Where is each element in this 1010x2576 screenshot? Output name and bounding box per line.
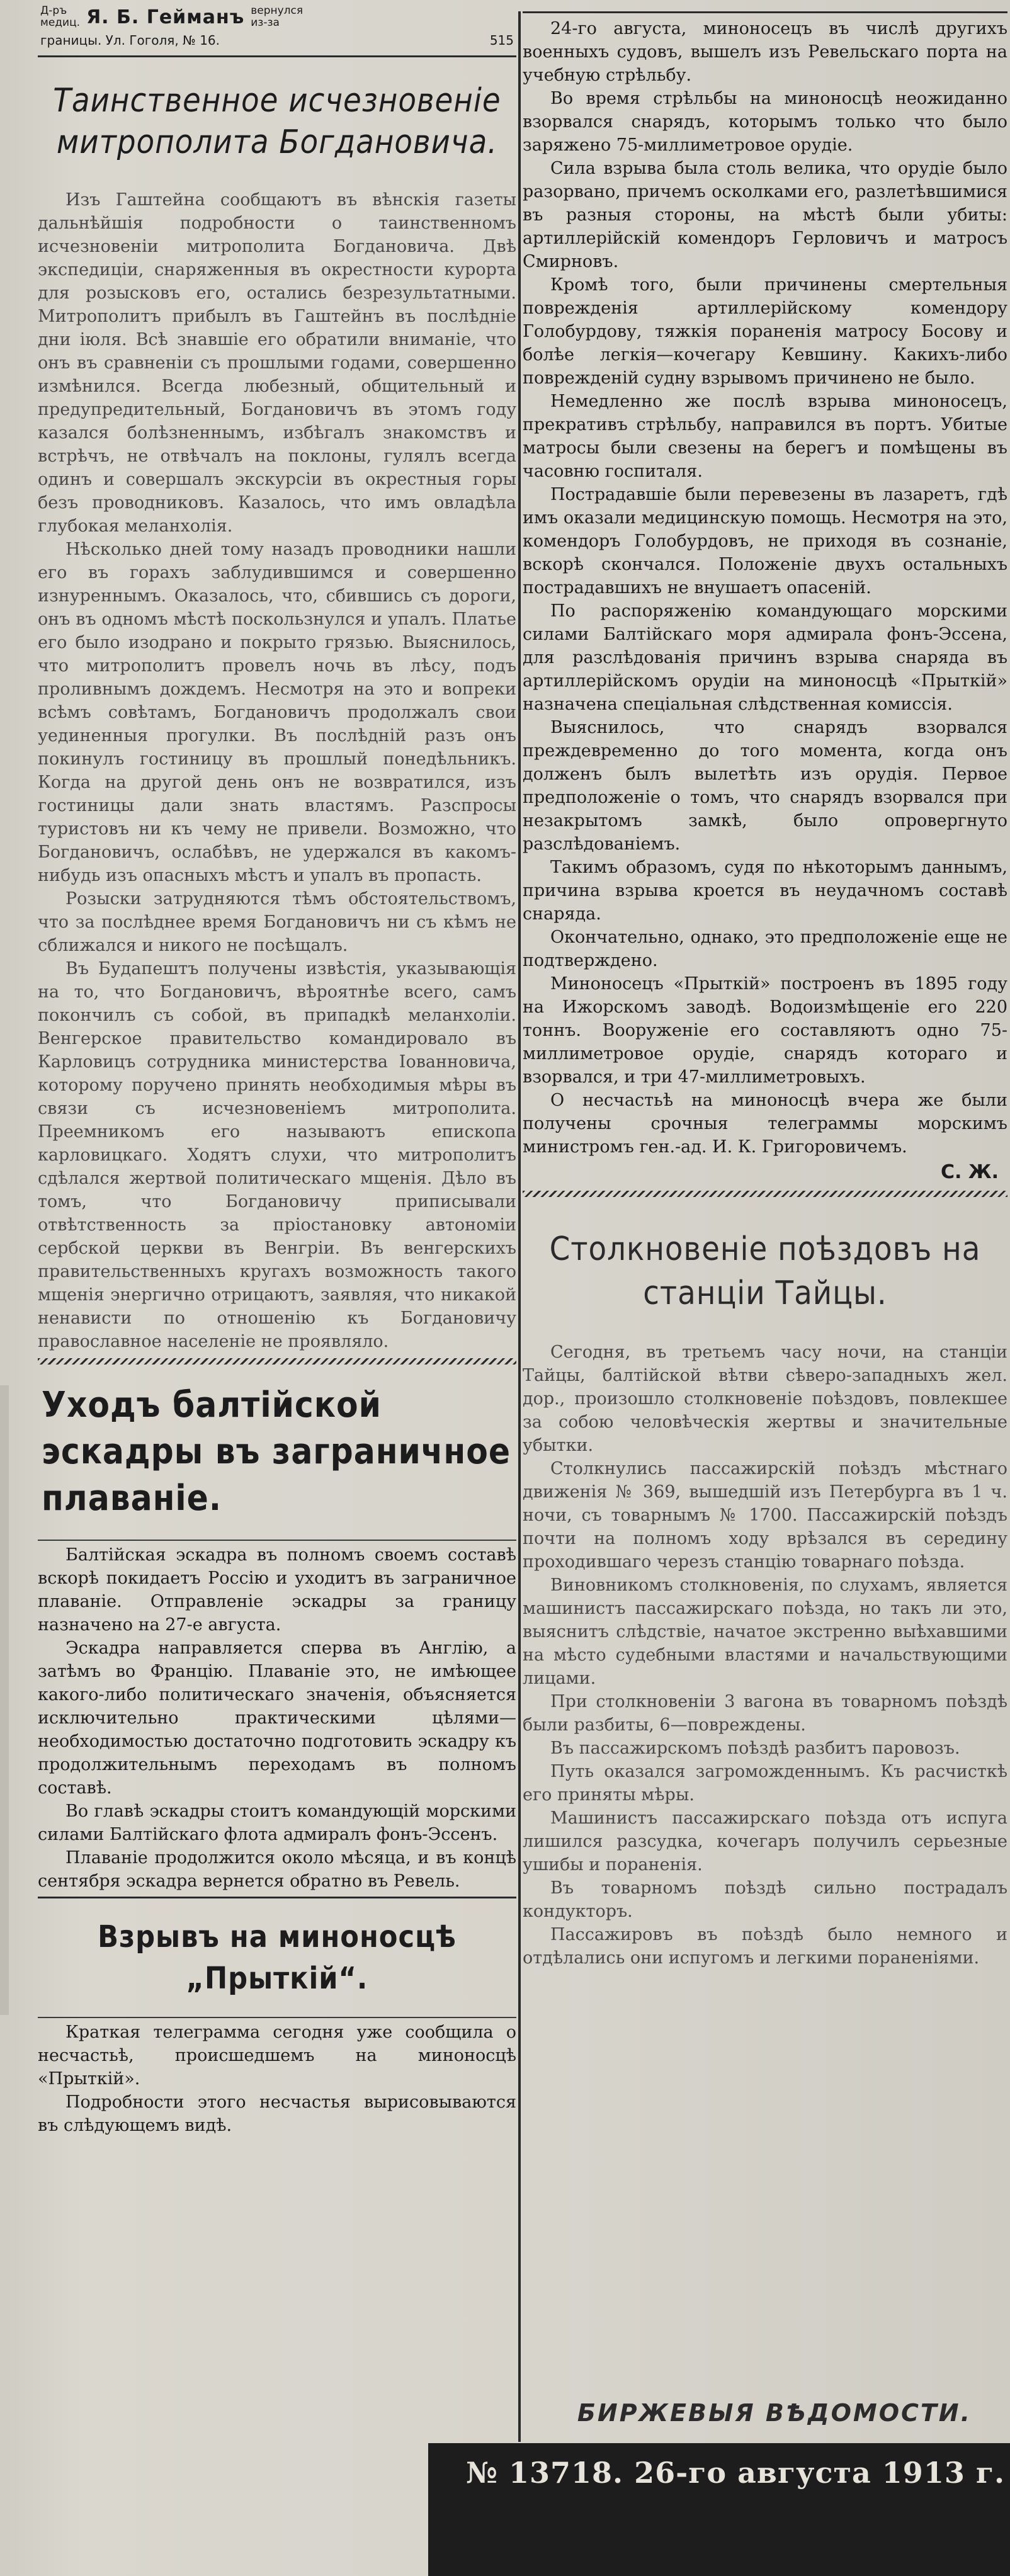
- margin-edge: [0, 1385, 9, 2015]
- article-title: [38, 1902, 516, 2014]
- paragraph: Въ пассажирскомъ поѣздѣ разбитъ паровозъ.: [550, 1739, 960, 1758]
- ornamental-divider: [38, 1358, 516, 1365]
- ad-prefix: Д-ръ медиц.: [40, 4, 81, 29]
- author-signature: С. Ж.: [941, 1161, 999, 1183]
- paragraph: Сегодня, въ третьемъ часу ночи, на станціи Тайцы, балтійской вѣтви сѣверо-западныхъ жел. дор., произошло столкновеніе поѣздовъ, повлекшее за собою человѣческія жертвы и значительные убытки.: [523, 1342, 1007, 1455]
- paragraph: При столкновеніи 3 вагона въ товарномъ поѣздѣ были разбиты, 6—повреждены.: [523, 1692, 1007, 1735]
- paragraph: Краткая телеграмма сегодня уже сообщила о несчастьѣ, происшедшемъ на миноносцѣ «Прыткій».: [38, 2023, 516, 2089]
- paragraph: Окончательно, однако, это предположеніе еще не подтверждено.: [523, 928, 1007, 970]
- paragraph: Подробности этого несчастья вырисовываются въ слѣдующемъ видѣ.: [38, 2092, 516, 2135]
- divider: [38, 1540, 516, 1541]
- left-column: [38, 0, 516, 2531]
- paragraph: Столкнулись пассажирскій поѣздъ мѣстнаго движенія № 369, вышедшій изъ Петербурга въ 1 ч. ночи, съ товарнымъ № 1700. Пассажирскій поѣздъ почти на полномъ ходу врѣзался въ середину проходившаго черезъ станцію товарнаго поѣзда.: [523, 1459, 1007, 1572]
- right-column: [523, 0, 1007, 2374]
- paragraph: Виновникомъ столкновенія, по слухамъ, является машинистъ пассажирскаго поѣзда, но такъ ли это, выяснитъ слѣдствіе, начатое экстренно выѣхавшими на мѣсто судебными властями и начальствующими лицами.: [523, 1575, 1007, 1688]
- article-title: Таинственное исчезновеніе митрополита Богдановича.: [53, 82, 501, 161]
- paragraph: Машинистъ пассажирскаго поѣзда отъ испуга лишился разсудка, кочегаръ получилъ серьезные ушибы и пораненія.: [523, 1808, 1007, 1875]
- paragraph: Пострадавшіе были перевезены въ лазаретъ, гдѣ имъ оказали медицинскую помощь. Несмотря на это, комендоръ Голобурдовъ, не приходя въ сознаніе, вскорѣ скончался. Положеніе двухъ остальныхъ пострадавшихъ не внушаетъ опасеній.: [523, 485, 1007, 598]
- paragraph: Плаваніе продолжится около мѣсяца, и въ концѣ сентября эскадра вернется обратно въ Ревель.: [38, 1848, 516, 1891]
- ad-number: 515: [489, 33, 514, 48]
- ad-doctor-name: Я. Б. Гейманъ: [86, 6, 245, 28]
- ad-address: границы. Ул. Гоголя, № 16.: [40, 33, 220, 48]
- paragraph: Пассажировъ въ поѣздѣ было немного и отдѣлались они испугомъ и легкими пораненіями.: [523, 1925, 1007, 1968]
- paragraph: По распоряженію командующаго морскими силами Балтійскаго моря адмирала фонъ-Эссена, для разслѣдованія причинъ взрыва снаряда въ артиллерійскомъ орудіи на миноносцѣ «Прыткій» назначена спеціальная слѣдственная комиссія.: [523, 601, 1007, 714]
- ad-address-line: [38, 33, 516, 52]
- paragraph: Эскадра направляется сперва въ Англію, а затѣмъ во Францію. Плаваніе это, не имѣющее какого-либо политическаго значенія, объясняется исключительно практическими цѣлями—необходимостью достаточно подготовить эскадру къ продолжительнымъ переходамъ въ полномъ составѣ.: [38, 1638, 516, 1798]
- paragraph: Такимъ образомъ, судя по нѣкоторымъ даннымъ, причина взрыва кроется въ неудачномъ составѣ снаряда.: [523, 858, 1007, 924]
- column-rule: [518, 11, 521, 2442]
- paragraph: Нѣсколько дней тому назадъ проводники нашли его въ горахъ заблудившимся и совершенно изнуреннымъ. Оказалось, что, сбившись съ дороги, онъ въ одномъ мѣстѣ поскользнулся и упалъ. Платье его было изодрано и покрыто грязью. Выяснилось, что митрополитъ провелъ ночь въ лѣсу, подъ проливнымъ дождемъ. Несмотря на это и вопреки всѣмъ совѣтамъ, Богдановичъ продолжалъ свои уединенныя прогулки. Въ послѣдній разъ онъ покинулъ гостиницу въ прошлый понедѣльникъ. Когда на другой день онъ не возвратился, изъ гостиницы дали знать властямъ. Разспросы туристовъ ни къ чему не привели. Возможно, что Богдановичъ, ослабѣвъ, не удержался въ какомъ-нибудь изъ опасныхъ мѣстъ и упалъ въ пропасть.: [38, 540, 516, 885]
- paragraph: 24-го августа, миноносецъ въ числѣ другихъ военныхъ судовъ, вышелъ изъ Ревельскаго порта на учебную стрѣльбу.: [523, 19, 1007, 85]
- article-body: [38, 188, 516, 1353]
- newspaper-masthead: БИРЖЕВЫЯ ВѢДОМОСТИ.: [577, 2399, 972, 2427]
- divider: [523, 11, 1007, 13]
- title-line: „Прыткій“.: [186, 1961, 368, 1996]
- divider: [38, 2017, 516, 2018]
- paragraph: Кромѣ того, были причинены смертельныя поврежденія артиллерійскому комендору Голобурдову, тяжкія пораненія матросу Босову и болѣе легкія—кочегару Кевшину. Какихъ-либо поврежденій судну взрывомъ причинено не было.: [523, 275, 1007, 388]
- paragraph: Изъ Гаштейна сообщаютъ въ вѣнскія газеты дальнѣйшія подробности о таинственномъ исчезновеніи митрополита Богдановича. Двѣ экспедиціи, снаряженныя въ окрестности курорта для розысковъ его, остались безрезультатными. Митрополитъ прибылъ въ Гаштейнъ въ послѣдніе дни іюля. Всѣ знавшіе его обратили вниманіе, что онъ въ сравненіи съ прошлыми годами, совершенно измѣнился. Всегда любезный, общительный и предупредительный, Богдановичъ въ этомъ году казался болѣзненнымъ, избѣгалъ знакомствъ и встрѣчъ, не отвѣчалъ на поклоны, гулялъ всегда одинъ и совершалъ экскурсіи въ окрестныя горы безъ проводниковъ. Казалось, что имъ овладѣла глубокая меланхолія.: [38, 190, 516, 536]
- article-body: [38, 2021, 516, 2137]
- article-body: [523, 1341, 1007, 1970]
- title-line: Взрывъ на миноносцѣ: [98, 1919, 457, 1955]
- paragraph: Во главѣ эскадры стоитъ командующій морскими силами Балтійскаго флота адмиралъ фонъ-Эссенъ.: [38, 1801, 516, 1844]
- paragraph: Путь оказался загроможденнымъ. Къ расчисткѣ его приняты мѣры.: [523, 1762, 1007, 1805]
- paragraph: Немедленно же послѣ взрыва миноносецъ, прекративъ стрѣльбу, направился въ портъ. Убитые матросы были свезены на берегъ и помѣщены въ часовню госпиталя.: [523, 392, 1007, 481]
- paragraph: Выяснилось, что снарядъ взорвался преждевременно до того момента, когда онъ долженъ былъ вылетѣть изъ орудія. Первое предположеніе о томъ, что снарядъ взорвался при незакрытомъ замкѣ, было опровергнуто разслѣдованіемъ.: [523, 718, 1007, 854]
- paragraph: Въ товарномъ поѣздѣ сильно пострадалъ кондукторъ.: [523, 1878, 1007, 1921]
- article-body-continued: [523, 17, 1007, 1159]
- paragraph: Розыски затрудняются тѣмъ обстоятельствомъ, что за послѣднее время Богдановичъ ни съ кѣмъ не сближался и никого не посѣщалъ.: [38, 889, 516, 955]
- article-title: Уходъ балтійской эскадры въ заграничное плаваніе.: [42, 1385, 511, 1519]
- paragraph: Въ Будапештъ получены извѣстія, указывающія на то, что Богдановичъ, вѣроятнѣе всего, самъ покончилъ съ собой, въ припадкѣ меланхоліи. Венгерское правительство командировало въ Карловицъ сотрудника министерства Іованновича, которому поручено принять необходимыя мѣры въ связи съ исчезновеніемъ митрополита. Преемникомъ его называютъ епископа карловицкаго. Ходятъ слухи, что митрополитъ сдѣлался жертвой политическаго мщенія. Дѣло въ томъ, что Богдановичу приписывали отвѣтственность за пріостановку автономіи сербской церкви въ Венгріи. Въ венгерскихъ правительственныхъ кругахъ возможность такого мщенія энергично отрицаютъ, заявляя, что никакой ненависти по отношенію къ Богдановичу православное населеніе не проявляло.: [38, 959, 516, 1351]
- article-body: [38, 1543, 516, 1893]
- ad-suffix: вернулся из-за: [251, 4, 304, 29]
- paragraph: Сила взрыва была столь велика, что орудіе было разорвано, причемъ осколками его, разлетѣвшимися въ разныя стороны, на мѣстѣ были убиты: артиллерійскій комендоръ Герловичъ и матросъ Смирновъ.: [523, 159, 1007, 271]
- divider: [38, 55, 516, 57]
- ornamental-divider: [523, 1191, 1007, 1197]
- divider: [38, 1897, 516, 1898]
- doctor-advertisement: [38, 0, 516, 33]
- issue-number-date: № 13718. 26-го августа 1913 г.: [466, 2456, 1006, 2490]
- paragraph: Миноносецъ «Прыткій» построенъ въ 1895 году на Ижорскомъ заводѣ. Водоизмѣщеніе его 220 тоннъ. Вооруженіе его составляютъ одно 75-миллиметровое орудіе, снарядъ котораго и взорвался, и три 47-миллиметровыхъ.: [523, 974, 1007, 1087]
- paragraph: О несчастьѣ на миноносцѣ вчера же были получены срочныя телеграммы морскимъ министромъ ген.-ад. И. К. Григоровичемъ.: [523, 1091, 1007, 1157]
- paragraph: Балтійская эскадра въ полномъ своемъ составѣ вскорѣ покидаетъ Россію и уходитъ въ заграничное плаваніе. Отправленіе эскадры за границу назначено на 27-е августа.: [38, 1545, 516, 1635]
- article-title: Столкновеніе поѣздовъ на станціи Тайцы.: [549, 1230, 981, 1312]
- paragraph: Во время стрѣльбы на миноносцѣ неожиданно взорвался снарядъ, которымъ только что было заряжено 75-миллиметровое орудіе.: [523, 89, 1007, 155]
